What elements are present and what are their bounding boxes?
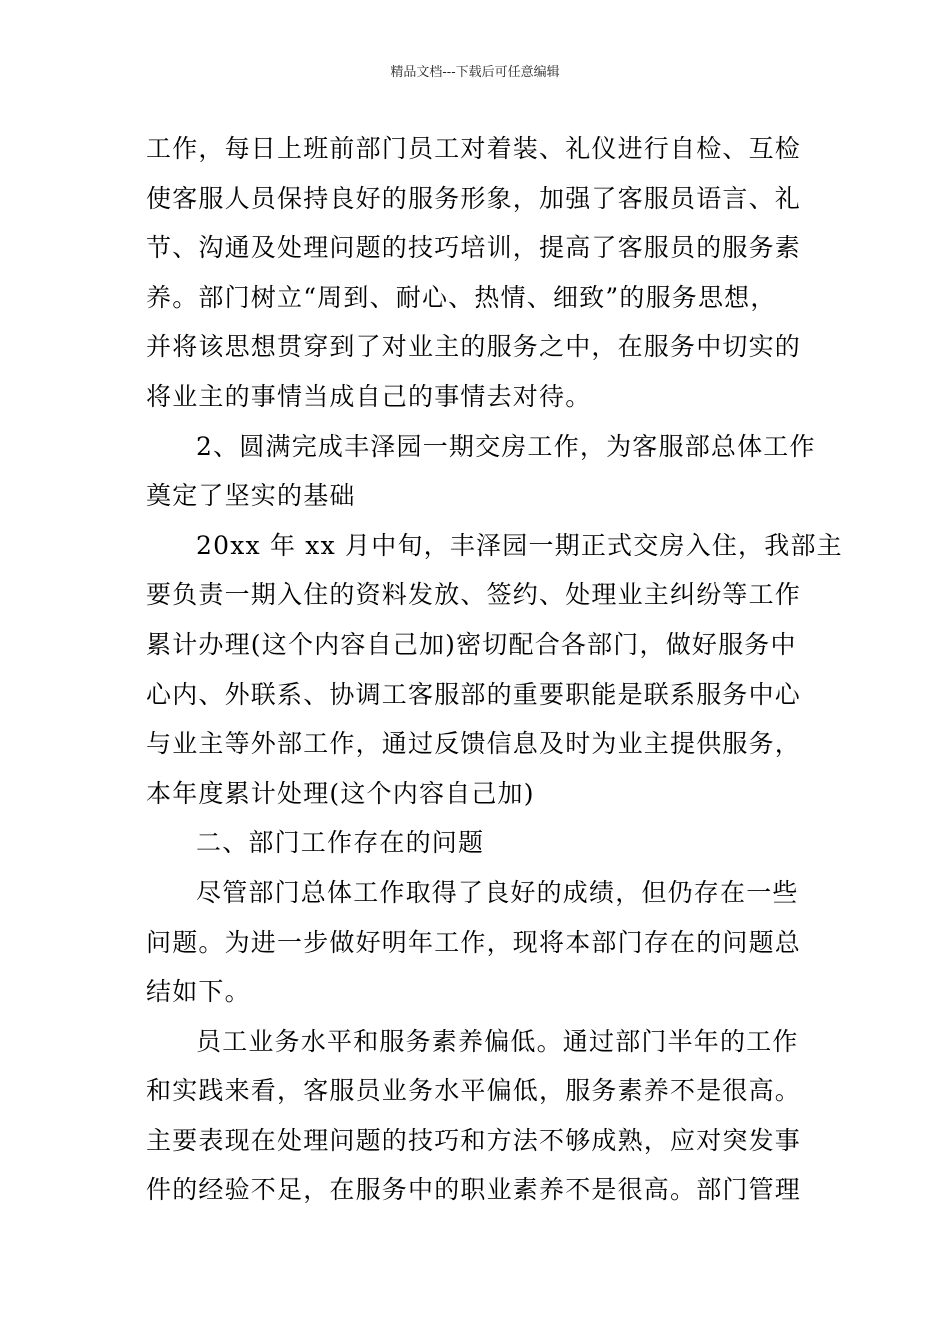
text-line: 工作，每日上班前部门员工对着装、礼仪进行自检、互检 — [146, 134, 802, 163]
text-line: 主要表现在处理问题的技巧和方法不够成熟，应对突发事 — [146, 1125, 802, 1155]
text-line: 结如下。 — [146, 977, 251, 1007]
text-line: 累计办理(这个内容自己加)密切配合各部门，做好服务中 — [146, 629, 797, 659]
text-line: 并将该思想贯穿到了对业主的服务之中，在服务中切实的 — [146, 332, 802, 362]
text-line: 使客服人员保持良好的服务形象，加强了客服员语言、礼 — [146, 183, 802, 213]
text-line: 本年度累计处理(这个内容自己加) — [146, 778, 535, 808]
page-header: 精品文档---下载后可任意编辑 — [390, 65, 560, 80]
text-line: 与业主等外部工作，通过反馈信息及时为业主提供服务， — [146, 729, 802, 759]
paragraph-start: 尽管部门总体工作取得了良好的成绩，但仍存在一些 — [196, 877, 799, 907]
text-line: 将业主的事情当成自己的事情去对待。 — [146, 381, 592, 411]
text-line: 要负责一期入住的资料发放、签约、处理业主纠纷等工作 — [146, 580, 802, 610]
paragraph-start: 20xx 年 xx 月中旬，丰泽园一期正式交房入住，我部主 — [196, 530, 843, 560]
text-line: 养。部门树立“周到、耐心、热情、细致”的服务思想， — [146, 282, 777, 312]
text-line: 和实践来看，客服员业务水平偏低，服务素养不是很高。 — [146, 1076, 802, 1106]
text-line: 奠定了坚实的基础 — [146, 481, 356, 511]
section-heading: 二、部门工作存在的问题 — [196, 828, 485, 858]
text-line: 问题。为进一步做好明年工作，现将本部门存在的问题总 — [146, 927, 802, 957]
text-line: 心内、外联系、协调工客服部的重要职能是联系服务中心 — [146, 679, 802, 709]
paragraph-start: 员工业务水平和服务素养偏低。通过部门半年的工作 — [196, 1026, 799, 1056]
text-line: 件的经验不足，在服务中的职业素养不是很高。部门管理 — [146, 1175, 802, 1205]
paragraph-heading: 2、圆满完成丰泽园一期交房工作，为客服部总体工作 — [196, 431, 816, 461]
text-line: 节、沟通及处理问题的技巧培训，提高了客服员的服务素 — [146, 233, 802, 263]
document-body — [146, 124, 843, 1215]
